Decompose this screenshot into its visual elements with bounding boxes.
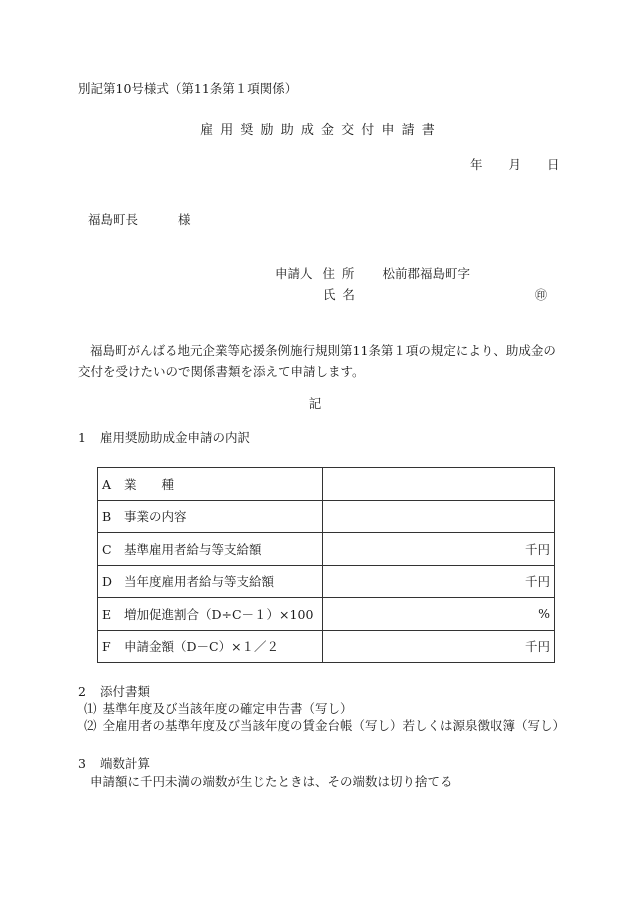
row-value[interactable] <box>323 468 555 501</box>
row-letter: A <box>102 476 112 492</box>
row-value[interactable]: 千円 <box>323 533 555 566</box>
item-text: 全雇用者の基準年度及び当該年度の賃金台帳（写し）若しくは源泉徴収簿（写し） <box>102 718 566 733</box>
row-label <box>98 630 323 663</box>
section2-heading <box>78 686 150 699</box>
row-value[interactable]: 千円 <box>323 630 555 663</box>
table-row <box>98 468 555 501</box>
addressee <box>88 214 191 227</box>
applicant-address-row <box>275 268 470 281</box>
list-item <box>84 703 353 716</box>
date-day: 日 <box>547 157 560 172</box>
address-label: 住所 <box>322 266 362 281</box>
list-item <box>84 720 565 733</box>
row-text: 増加促進割合（D÷C－１）×100 <box>124 606 314 622</box>
row-label <box>98 598 323 631</box>
applicant-label: 申請人 <box>275 266 313 281</box>
date-year: 年 <box>470 157 483 172</box>
date-line <box>470 159 560 172</box>
row-text: 基準雇用者給与等支給額 <box>124 541 262 557</box>
section3-body: 申請額に千円未満の端数が生じたときは、その端数は切り捨てる <box>90 774 453 789</box>
row-letter: E <box>102 606 112 622</box>
applicant-name-row <box>323 289 371 302</box>
table-row <box>98 500 555 533</box>
row-text: 当年度雇用者給与等支給額 <box>124 574 275 590</box>
row-label <box>98 533 323 566</box>
row-value[interactable] <box>323 500 555 533</box>
seal-mark: ㊞ <box>535 288 548 302</box>
form-id: 別記第10号様式（第11条第１項関係） <box>78 81 298 96</box>
date-month: 月 <box>508 157 522 172</box>
body-text: 福島町がんばる地元企業等応援条例施行規則第11条第１項の規定により、助成金の交付を受けたいので関係書類を添えて申請します。 <box>78 343 556 379</box>
row-text: 事業の内容 <box>124 509 187 525</box>
addressee-name: 福島町長 <box>88 212 139 227</box>
row-label <box>98 500 323 533</box>
row-text: 申請金額（D－C）×１／２ <box>124 639 280 655</box>
section3-number: 3 <box>78 756 86 771</box>
table-row <box>98 533 555 566</box>
section1-heading <box>78 432 250 445</box>
breakdown-table <box>97 467 555 663</box>
section1-number: 1 <box>78 430 86 445</box>
row-text: 業 種 <box>124 476 175 492</box>
table-row <box>98 630 555 663</box>
table-row <box>98 565 555 598</box>
section3-heading <box>78 758 150 771</box>
row-label <box>98 565 323 598</box>
addressee-honorific: 様 <box>178 212 191 227</box>
name-label: 氏名 <box>323 287 362 302</box>
section2-title: 添付書類 <box>99 684 150 699</box>
page-title: 雇用奨励助成金交付申請書 <box>200 123 442 138</box>
row-letter: B <box>102 509 112 525</box>
row-letter: C <box>102 541 112 557</box>
row-value[interactable]: 千円 <box>323 565 555 598</box>
row-letter: F <box>102 639 111 655</box>
item-marker: ⑵ <box>84 718 97 733</box>
row-value[interactable]: % <box>323 598 555 631</box>
table-row <box>98 598 555 631</box>
address-value: 松前郡福島町字 <box>382 266 471 281</box>
section3-title: 端数計算 <box>99 756 150 771</box>
item-marker: ⑴ <box>84 701 97 716</box>
row-letter: D <box>102 574 113 590</box>
item-text: 基準年度及び当該年度の確定申告書（写し） <box>102 701 353 716</box>
row-label <box>98 468 323 501</box>
section2-number: 2 <box>78 684 86 699</box>
section1-title: 雇用奨励助成金申請の内訳 <box>99 430 250 445</box>
ki-heading: 記 <box>308 396 322 411</box>
